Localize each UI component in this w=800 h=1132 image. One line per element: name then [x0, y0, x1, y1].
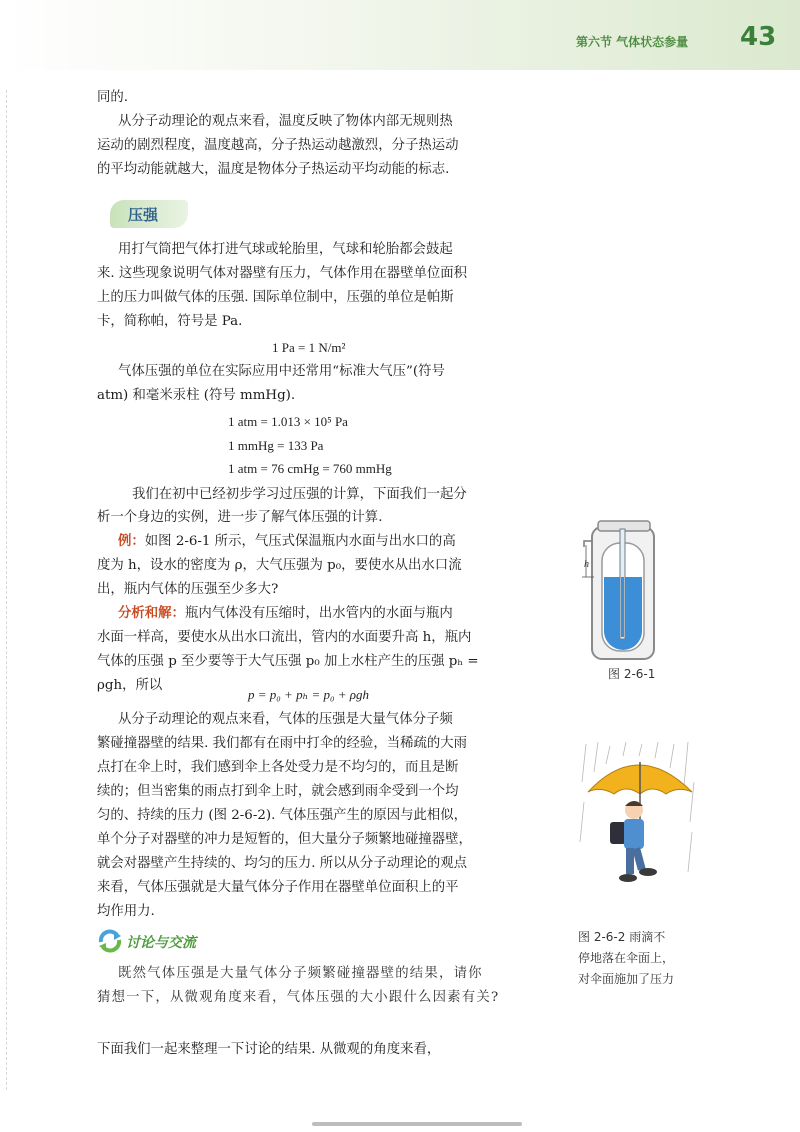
footer-decoration [312, 1122, 522, 1126]
text-line: 就会对器壁产生持续的、均匀的压力. 所以从分子动理论的观点 [97, 856, 468, 871]
equation-unit: 1 mmHg = 133 Pa [228, 438, 324, 453]
equation-unit: 1 atm = 76 cmHg = 760 mmHg [228, 461, 392, 476]
text-line: atm) 和毫米汞柱 (符号 mmHg). [97, 388, 296, 403]
text-line: 匀的、持续的压力 (图 2-6-2). 气体压强产生的原因与此相似， [97, 808, 468, 823]
header-section-title: 第六节 气体状态参量 [576, 35, 689, 49]
figure1-caption: 图 2-6-1 [608, 667, 656, 681]
figure2-caption-line: 对伞面施加了压力 [578, 972, 675, 986]
text-line: 气体压强的单位在实际应用中还常用“标准大气压”(符号 [118, 364, 445, 379]
example-label: 例： [118, 534, 145, 549]
section-title-badge [110, 200, 188, 228]
text-line: 下面我们一起来整理一下讨论的结果. 从微观的角度来看， [97, 1042, 441, 1057]
text-line: 续的；但当密集的雨点打到伞上时，就会感到雨伞受到一个均 [97, 784, 459, 799]
figure2-caption-line: 图 2-6-2 雨滴不 [578, 930, 666, 944]
text-line: 用打气筒把气体打进气球或轮胎里，气球和轮胎都会鼓起 [118, 242, 453, 257]
text-line: 运动的剧烈程度，温度越高，分子热运动越激烈，分子热运动 [97, 138, 459, 153]
figure2-caption-line: 停地落在伞面上， [578, 951, 675, 965]
text-line: 来. 这些现象说明气体对器壁有压力，气体作用在器壁单位面积 [97, 266, 468, 281]
figure-thermos-bottle [580, 515, 670, 665]
text-line: 的平均动能就越大，温度是物体分子热运动平均动能的标志. [97, 162, 450, 177]
equation-unit: 1 atm = 1.013 × 10⁵ Pa [228, 414, 348, 429]
solution-equation: p = p₀ + pₕ = p₀ + ρgh [248, 687, 369, 702]
text-line: 单个分子对器壁的冲力是短暂的，但大量分子频繁地碰撞器壁， [97, 832, 472, 847]
text-line: 上的压力叫做气体的压强. 国际单位制中，压强的单位是帕斯 [97, 290, 454, 305]
figure-boy-umbrella-rain [578, 742, 698, 902]
text-line: 水面一样高，要使水从出水口流出，管内的水面要升高 h，瓶内 [97, 630, 472, 645]
solution-text: 瓶内气体没有压缩时，出水管内的水面与瓶内 [184, 606, 453, 621]
solution-label: 分析和解： [118, 606, 185, 621]
text-line: 点打在伞上时，我们感到伞上各处受力是不均匀的，而且是断 [97, 760, 459, 775]
text-line: 来看，气体压强就是大量气体分子作用在器壁单位面积上的平 [97, 880, 459, 895]
text-line: 同的. [97, 90, 129, 105]
text-line: 卡，简称帕，符号是 Pa. [97, 314, 243, 329]
discussion-line: 既然气体压强是大量气体分子频繁碰撞器壁的结果，请你 [118, 966, 483, 981]
example-line [118, 532, 456, 552]
text-line: 析一个身边的实例，进一步了解气体压强的计算. [97, 510, 383, 525]
text-line: 气体的压强 p 至少要等于大气压强 p₀ 加上水柱产生的压强 pₕ = [97, 654, 479, 669]
solution-line [118, 604, 453, 624]
section-title: 压强 [128, 206, 159, 224]
text-line: 从分子动理论的观点来看，气体的压强是大量气体分子频 [118, 712, 453, 727]
text-line: 度为 h，设水的密度为 ρ，大气压强为 p₀，要使水从出水口流 [97, 558, 462, 573]
equation-pa: 1 Pa = 1 N/m² [272, 340, 346, 355]
discussion-line: 猜想一下，从微观角度来看，气体压强的大小跟什么因素有关? [97, 990, 500, 1005]
discussion-title: 讨论与交流 [126, 935, 196, 951]
text-line: 繁碰撞器壁的结果. 我们都有在雨中打伞的经验，当稀疏的大雨 [97, 736, 468, 751]
text-line: 我们在初中已经初步学习过压强的计算，下面我们一起分 [132, 487, 467, 502]
binding-edge [6, 90, 7, 1090]
text-line: 从分子动理论的观点来看，温度反映了物体内部无规则热 [118, 114, 453, 129]
page-header [0, 0, 800, 70]
page-number: 43 [740, 22, 777, 52]
label-h: h [584, 559, 589, 570]
discussion-exchange-icon [97, 928, 123, 954]
text-line: 均作用力. [97, 904, 155, 919]
example-text: 如图 2-6-1 所示，气压式保温瓶内水面与出水口的高 [144, 534, 456, 549]
text-line: 出，瓶内气体的压强至少多大? [97, 582, 279, 597]
text-line: ρgh，所以 [97, 678, 163, 693]
